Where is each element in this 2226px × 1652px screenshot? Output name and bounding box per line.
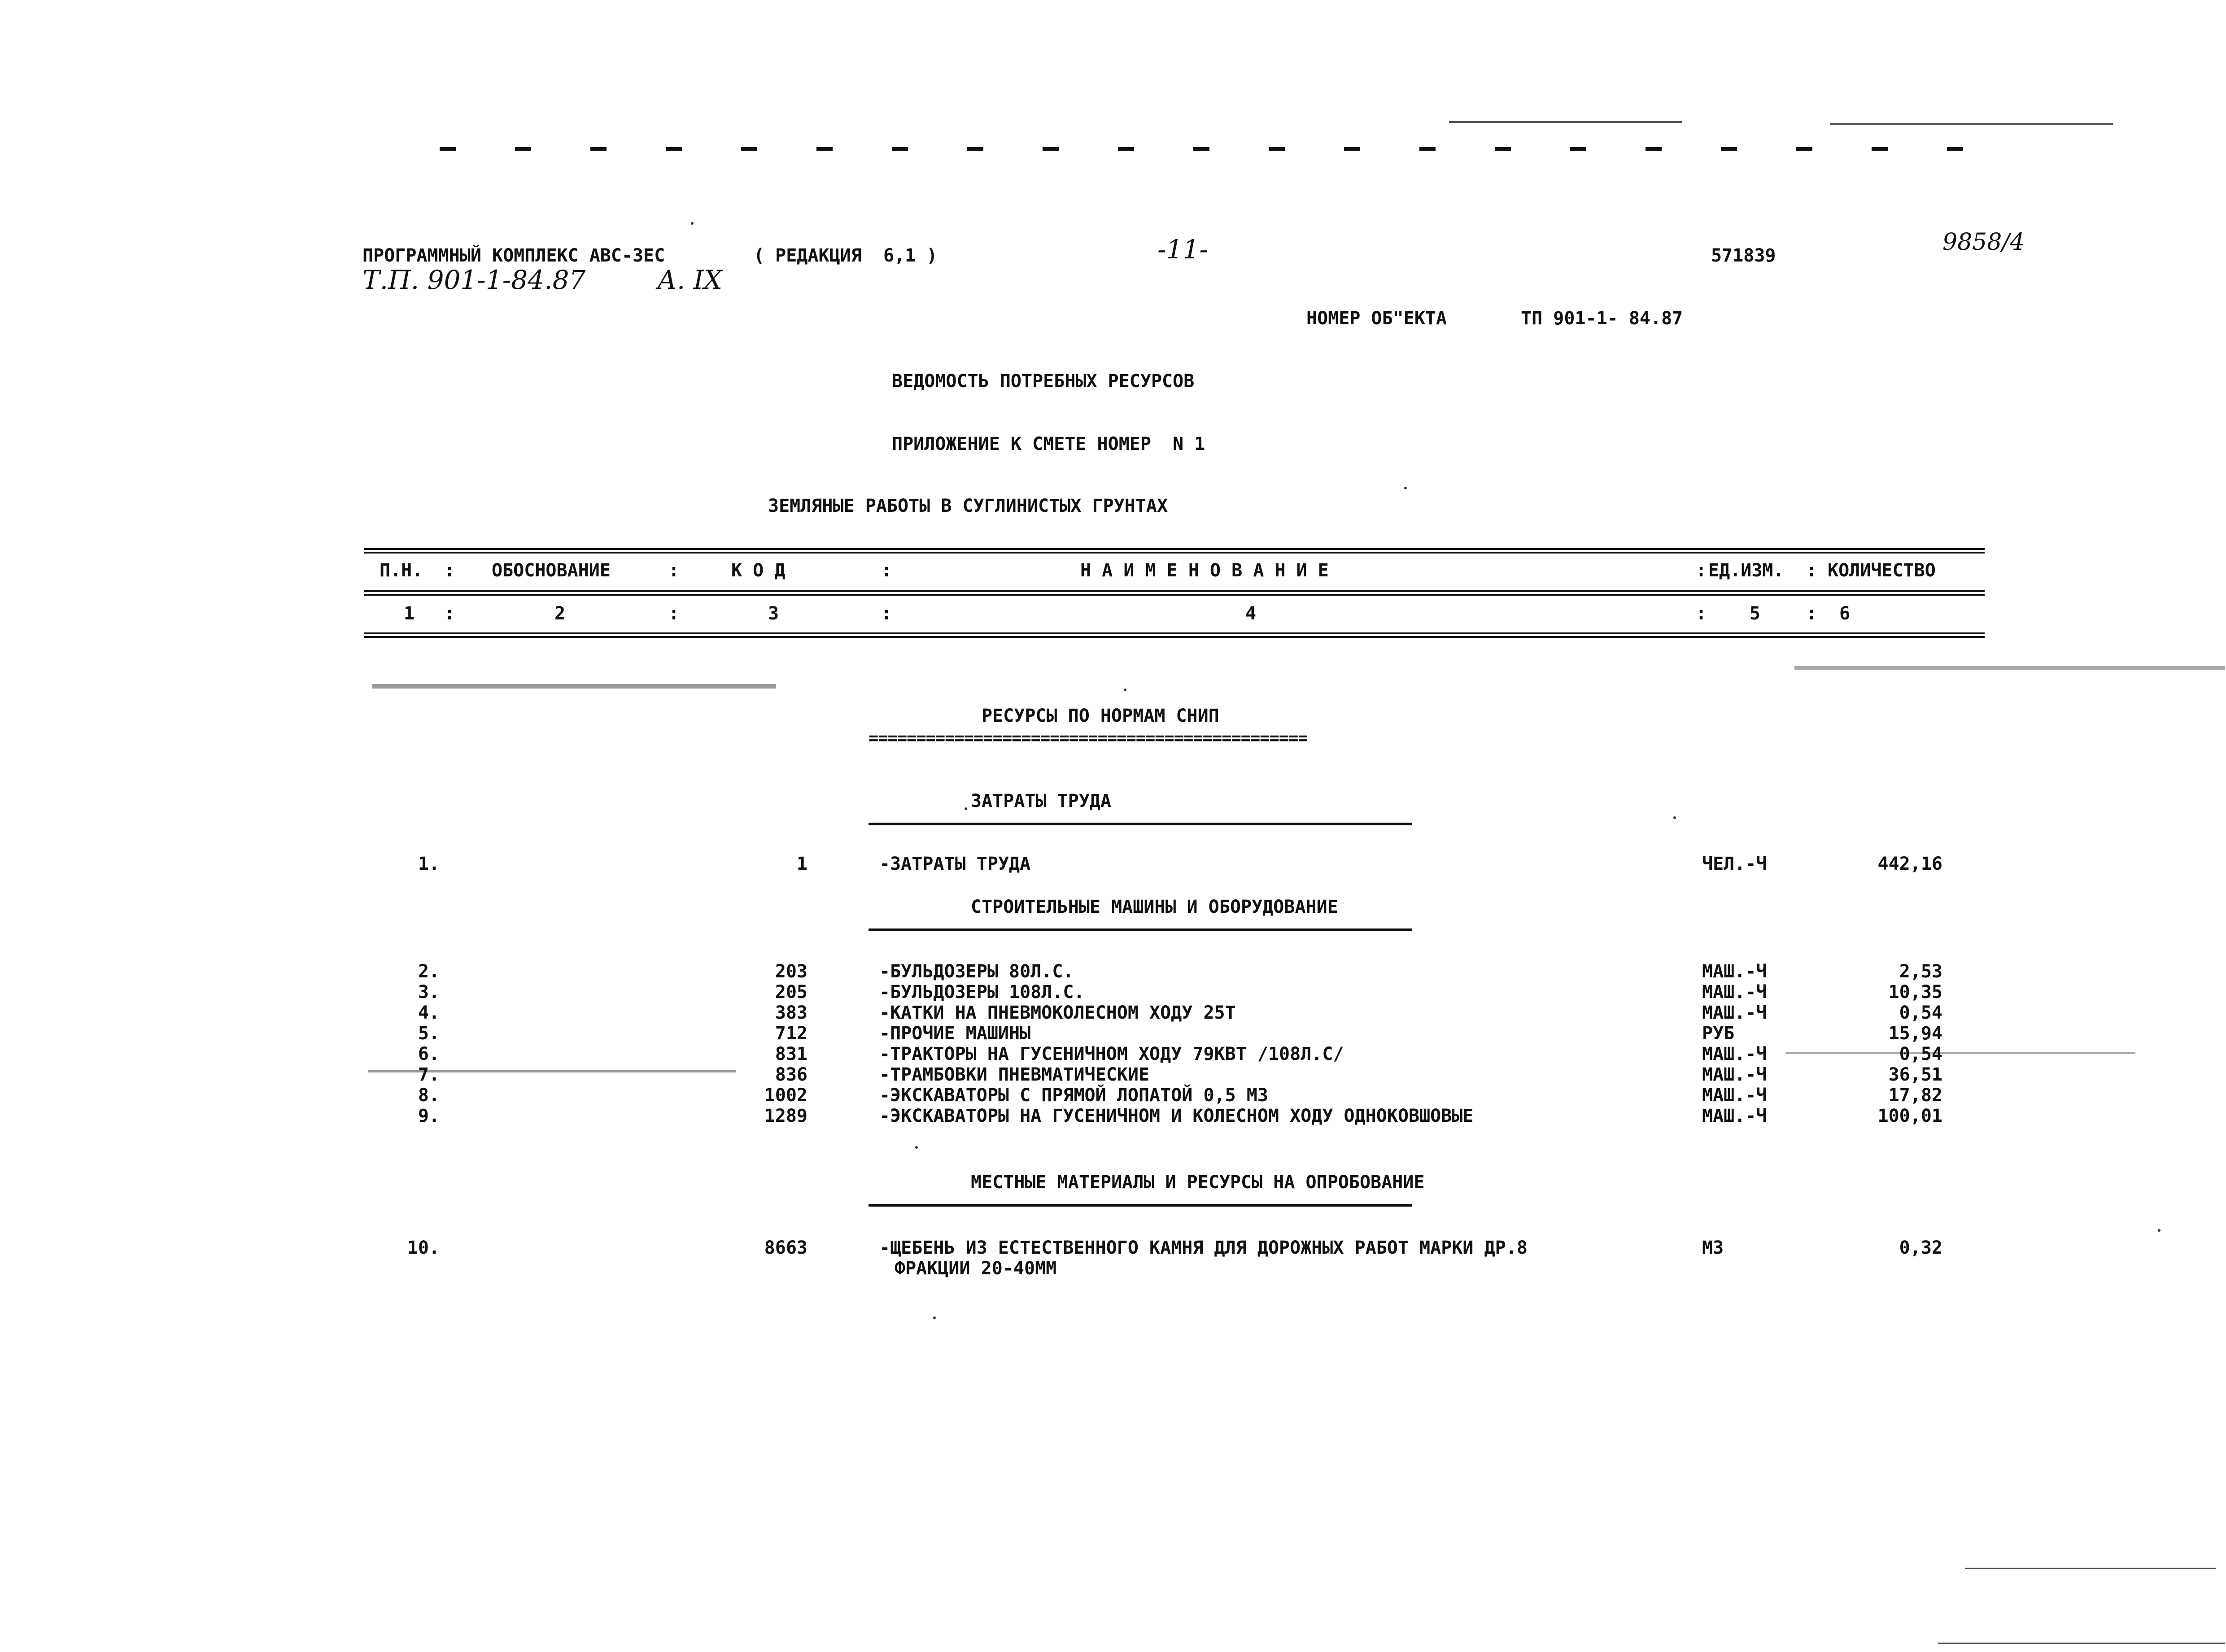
row-quantity: 0,54 [1899,1044,1942,1064]
section-title-labor: ЗАТРАТЫ ТРУДА [971,791,1112,811]
resources-title: РЕСУРСЫ ПО НОРМАМ СНИП [982,706,1219,726]
row-number: 3. [418,982,440,1003]
column-separator: : [1806,603,1817,624]
program-name: ПРОГРАММНЫЙ КОМПЛЕКС АВС-3ЕС [362,245,665,266]
scan-speck [1404,487,1407,489]
row-quantity: 100,01 [1877,1106,1942,1126]
row-number: 6. [418,1044,440,1064]
row-unit: МАШ.-Ч [1702,961,1767,982]
column-header-basis: ОБОСНОВАНИЕ [492,560,611,581]
sheet-reference: 9858/4 [1942,229,2025,256]
program-edition: ( РЕДАКЦИЯ 6,1 ) [754,245,938,266]
section-underline [869,1204,1412,1207]
row-code: 383 [775,1003,807,1023]
row-number: 8. [418,1085,440,1106]
section-title-materials: МЕСТНЫЕ МАТЕРИАЛЫ И РЕСУРСЫ НА ОПРОБОВАНИЕ [971,1172,1425,1193]
section-underline [869,823,1412,825]
scan-speck [2158,1229,2161,1232]
row-code: 836 [775,1064,807,1085]
row-code: 1 [796,854,807,874]
row-unit: МАШ.-Ч [1702,1064,1767,1085]
row-unit: РУБ [1702,1023,1735,1044]
scan-speck [933,1316,936,1319]
row-quantity: 10,35 [1888,982,1942,1003]
row-quantity: 15,94 [1888,1023,1942,1044]
table-top-rule [364,548,1985,554]
column-separator: : [668,560,680,581]
row-name: -ТРАМБОВКИ ПНЕВМАТИЧЕСКИЕ [879,1064,1150,1085]
row-name: -БУЛЬДОЗЕРЫ 80Л.С. [879,961,1074,982]
column-number: 5 [1750,603,1761,624]
scan-speck [915,1146,918,1149]
row-name: -КАТКИ НА ПНЕВМОКОЛЕСНОМ ХОДУ 25Т [879,1003,1236,1023]
scan-artifact [1830,123,2113,125]
column-separator: : [881,603,892,624]
document-title: ВЕДОМОСТЬ ПОТРЕБНЫХ РЕСУРСОВ [892,371,1195,392]
row-number: 10. [407,1238,440,1258]
column-separator: : [668,603,680,624]
row-name-continuation: ФРАКЦИИ 20-40ММ [895,1258,1057,1279]
scan-speck [965,807,967,810]
row-number: 1. [418,854,440,874]
column-header-unit: ЕД.ИЗМ. [1708,560,1784,581]
row-name: -ЭКСКАВАТОРЫ С ПРЯМОЙ ЛОПАТОЙ 0,5 М3 [879,1085,1268,1106]
row-unit: МАШ.-Ч [1702,1044,1767,1064]
works-title: ЗЕМЛЯНЫЕ РАБОТЫ В СУГЛИНИСТЫХ ГРУНТАХ [768,496,1168,516]
column-header-quantity: КОЛИЧЕСТВО [1828,560,1936,581]
row-code: 1289 [764,1106,807,1126]
row-code: 205 [775,982,807,1003]
row-name: -ЩЕБЕНЬ ИЗ ЕСТЕСТВЕННОГО КАМНЯ ДЛЯ ДОРОЖНЫХ РАБОТ МАРКИ ДР.8 [879,1238,1528,1258]
scan-artifact [1794,666,2225,670]
row-number: 4. [418,1003,440,1023]
row-code: 8663 [764,1238,807,1258]
table-header-rule [364,590,1985,596]
row-code: 712 [775,1023,807,1044]
scan-artifact [1965,1568,2216,1569]
row-quantity: 2,53 [1899,961,1942,982]
row-number: 2. [418,961,440,982]
row-unit: МАШ.-Ч [1702,1003,1767,1023]
row-number: 5. [418,1023,440,1044]
column-separator: : [1806,560,1817,581]
column-number: 3 [768,603,779,624]
row-name: -БУЛЬДОЗЕРЫ 108Л.С. [879,982,1085,1003]
column-number: 2 [554,603,566,624]
scan-speck [1124,689,1126,691]
scan-artifact [1938,1643,2225,1644]
row-quantity: 442,16 [1877,854,1942,874]
column-number: 4 [1245,603,1257,624]
row-unit: МАШ.-Ч [1702,982,1767,1003]
column-separator: : [444,603,455,624]
scan-speck [691,222,694,225]
row-name: -ЭКСКАВАТОРЫ НА ГУСЕНИЧНОМ И КОЛЕСНОМ ХОДУ ОДНОКОВШОВЫЕ [879,1106,1474,1126]
appendix-title: ПРИЛОЖЕНИЕ К СМЕТЕ НОМЕР N 1 [892,434,1205,454]
row-name: -ЗАТРАТЫ ТРУДА [879,854,1031,874]
object-label: НОМЕР ОБ"ЕКТА [1306,308,1447,329]
column-separator: : [881,560,892,581]
column-number: 1 [404,603,415,624]
row-quantity: 0,54 [1899,1003,1942,1023]
row-unit: МАШ.-Ч [1702,1106,1767,1126]
row-unit: МАШ.-Ч [1702,1085,1767,1106]
row-number: 9. [418,1106,440,1126]
column-number: 6 [1839,603,1851,624]
handwritten-album: А. IX [657,265,722,295]
table-bottom-rule [364,632,1985,638]
column-separator: : [1696,603,1707,624]
row-number: 7. [418,1064,440,1085]
page-number: -11- [1157,234,1208,265]
row-quantity: 0,32 [1899,1238,1942,1258]
column-header-code: К О Д [731,560,786,581]
row-code: 203 [775,961,807,982]
scan-artifact [372,684,776,689]
document-code: 571839 [1711,245,1776,266]
row-quantity: 36,51 [1888,1064,1942,1085]
handwritten-project-number: Т.П. 901-1-84.87 [362,265,586,295]
row-name: -ТРАКТОРЫ НА ГУСЕНИЧНОМ ХОДУ 79КВТ /108Л.С/ [879,1044,1344,1064]
column-separator: : [1696,560,1707,581]
row-code: 1002 [764,1085,807,1106]
resources-title-underline: ============================================== [869,728,1308,748]
column-separator: : [444,560,455,581]
scan-artifact [1449,121,1682,123]
row-name: -ПРОЧИЕ МАШИНЫ [879,1023,1031,1044]
column-header-name: Н А И М Е Н О В А Н И Е [1080,560,1329,581]
row-unit: ЧЕЛ.-Ч [1702,854,1767,874]
column-header-pn: П.Н. [380,560,423,581]
scan-speck [1673,816,1676,819]
object-number: ТП 901-1- 84.87 [1521,308,1683,329]
section-underline [869,928,1412,931]
row-quantity: 17,82 [1888,1085,1942,1106]
row-code: 831 [775,1044,807,1064]
section-title-machines: СТРОИТЕЛЬНЫЕ МАШИНЫ И ОБОРУДОВАНИЕ [971,897,1338,917]
row-unit: М3 [1702,1238,1724,1258]
